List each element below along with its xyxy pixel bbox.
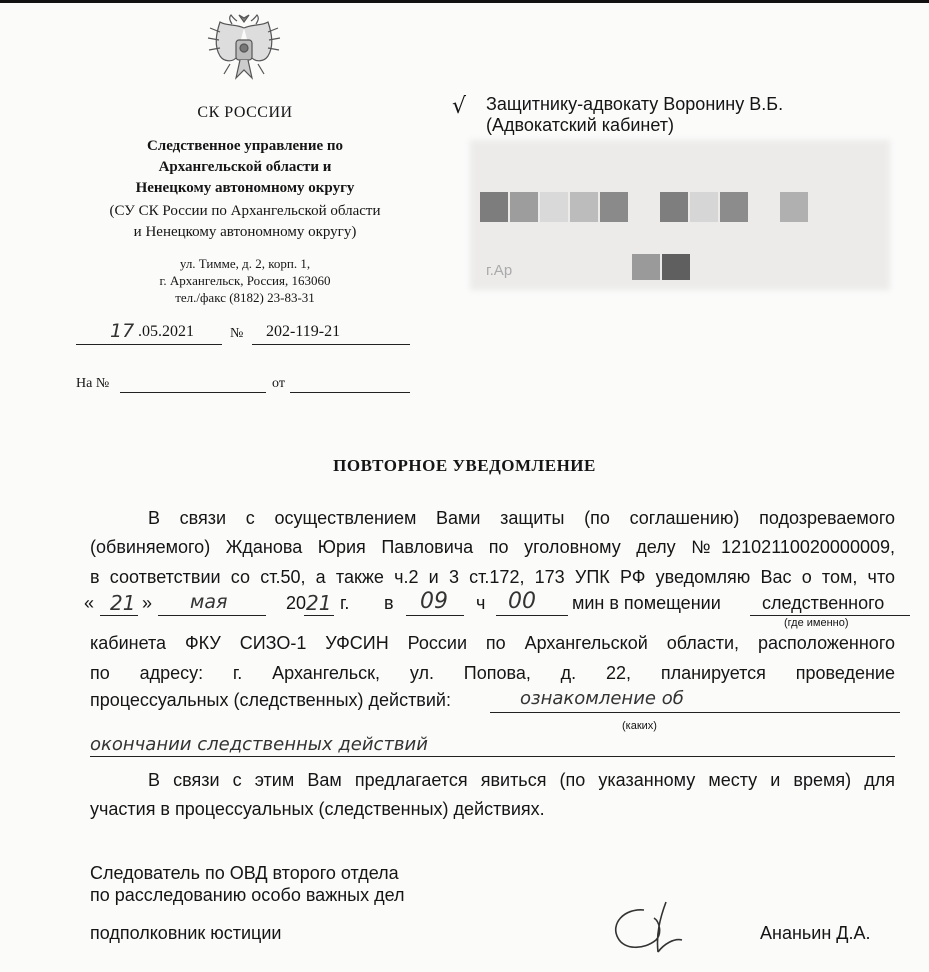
date-day: 17 <box>110 320 135 342</box>
redacted-address-pixels <box>480 192 810 222</box>
handwritten-signature-icon <box>604 900 694 960</box>
signatory-rank: подполковник юстиции <box>90 923 282 943</box>
document-title: ПОВТОРНОЕ УВЕДОМЛЕНИЕ <box>333 456 596 475</box>
org-full-line: Ненецкому автономному округу <box>135 180 355 196</box>
top-border <box>0 0 929 3</box>
quote-open: « <box>84 593 95 613</box>
redacted-city-pixels <box>632 254 692 280</box>
org-short-name <box>60 201 430 243</box>
org-short-line: и Ненецкому автономному округу) <box>133 224 357 240</box>
appointment-minute: 00 <box>508 589 536 614</box>
date-month-year: .05.2021 <box>138 323 194 340</box>
body-line: участия в процессуальных (следственных) действиях. <box>90 799 545 819</box>
appointment-hour: 09 <box>420 589 448 614</box>
year-suffix: 21 <box>306 591 332 615</box>
actions-line-2 <box>90 734 895 762</box>
body-line: кабинета ФКУ СИЗО-1 УФСИН России по Архангельской области, расположенного <box>90 633 895 653</box>
body-line: по адресу: г. Архангельск, ул. Попова, д. 22, планируется проведение <box>90 663 895 683</box>
body-line: В связи с осуществлением Вами защиты (по соглашению) подозреваемого <box>148 508 895 528</box>
actions-label: процессуальных (следственных) действий: <box>90 690 451 710</box>
recipient-office: (Адвокатский кабинет) <box>486 115 675 135</box>
body-line: В связи с этим Вам предлагается явиться (по указанному месту и время) для <box>148 770 895 790</box>
address-line: г. Архангельск, Россия, 163060 <box>159 273 331 288</box>
reply-number-label: На № <box>76 376 110 391</box>
appointment-day: 21 <box>110 591 136 615</box>
recipient-name: Защитнику-адвокату Воронину В.Б. <box>486 94 784 114</box>
reply-from-label: от <box>272 376 285 391</box>
double-headed-eagle-emblem-icon <box>206 12 282 90</box>
which-hint: (каких) <box>622 720 657 732</box>
year-prefix: 20 <box>286 593 307 613</box>
recipient-city-fragment: г.Ар <box>486 262 513 279</box>
at-label: в <box>384 593 394 613</box>
minute-label: мин в помещении <box>572 593 721 613</box>
action-handwritten-1: ознакомление об <box>520 688 684 709</box>
org-full-name <box>60 136 430 199</box>
appointment-place: следственного <box>762 593 885 613</box>
signatory-line: по расследованию особо важных дел <box>90 885 405 905</box>
actions-line <box>90 690 900 720</box>
action-handwritten-2: окончании следственных действий <box>90 734 428 755</box>
recipient-block <box>464 94 783 136</box>
quote-close: » <box>142 593 153 613</box>
signatory-position <box>90 862 405 906</box>
org-short-line: (СУ СК России по Архангельской области <box>109 203 381 219</box>
signatory-name: Ананьин Д.А. <box>760 923 871 943</box>
org-address <box>60 255 430 306</box>
document-number: 202-119-21 <box>266 323 341 340</box>
check-mark-icon: √ <box>452 94 467 119</box>
signatory-line: Следователь по ОВД второго отдела <box>90 863 399 883</box>
body-line: в соответствии со ст.50, а также ч.2 и 3 ст.172, 173 УПК РФ уведомляю Вас о том, что <box>90 567 895 587</box>
number-sign: № <box>230 326 244 341</box>
address-line: тел./факс (8182) 23-83-31 <box>175 290 315 305</box>
address-line: ул. Тимме, д. 2, корп. 1, <box>179 256 311 271</box>
org-full-line: Архангельской области и <box>158 159 332 175</box>
where-hint: (где именно) <box>784 617 849 629</box>
appointment-month: мая <box>190 591 228 613</box>
hour-label: ч <box>476 593 486 613</box>
year-label: г. <box>340 593 350 613</box>
org-full-line: Следственное управление по <box>146 138 344 154</box>
org-name: СК РОССИИ <box>197 104 293 121</box>
body-line: (обвиняемого) Жданова Юрия Павловича по уголовному делу №12102110020000009, <box>90 537 895 557</box>
document-date-number <box>76 322 410 346</box>
